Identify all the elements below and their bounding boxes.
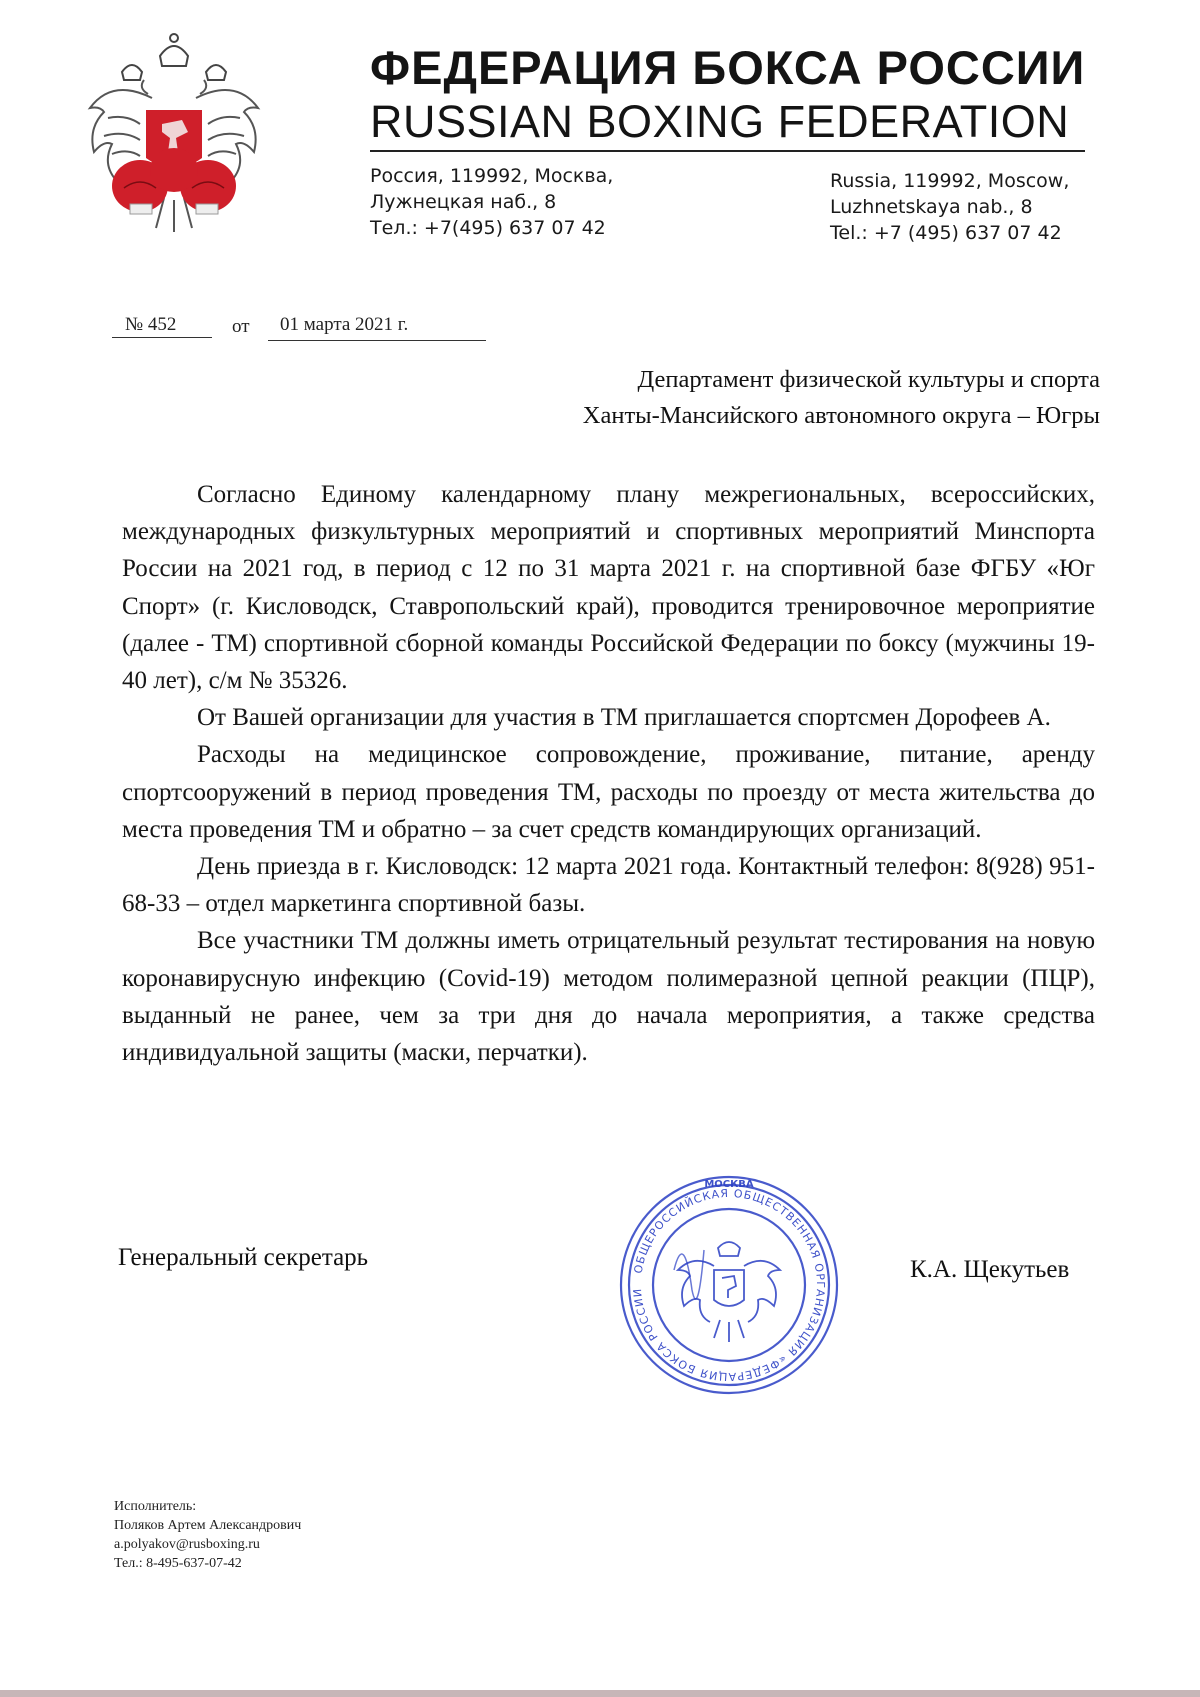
executor-email: a.polyakov@rusboxing.ru (114, 1537, 260, 1552)
address-en-line: Luzhnetskaya nab., 8 (830, 196, 1033, 218)
address-en-line: Tel.: +7 (495) 637 07 42 (830, 222, 1062, 244)
official-stamp-icon (614, 1170, 844, 1400)
svg-text:ОБЩЕРОССИЙСКАЯ ОБЩЕСТВЕННАЯ ОР (614, 1170, 827, 1383)
header-divider (370, 150, 1085, 152)
scan-bottom-edge (0, 1690, 1200, 1697)
eagle-seal-icon (678, 1242, 780, 1342)
addressee-line: Ханты-Мансийского автономного округа – Югры (582, 402, 1100, 429)
reference-date-underline (268, 340, 486, 341)
boxing-federation-emblem-icon (82, 28, 267, 238)
stamp-city-text: МОСКВА (704, 1179, 754, 1190)
executor-block (114, 1497, 301, 1573)
reference-number: № 452 (125, 314, 177, 335)
body-paragraph: Согласно Единому календарному плану межрегиональных, всероссийских, международных физкультурных мероприятий и спортивных мероприятий Минспорта России на 2021 год, в период с 12 по 31 марта 2021 г. на спортивной базе ФГБУ «Юг Спорт» (г. Кисловодск, Ставропольский край), проводится тренировочное мероприятие (далее - ТМ) спортивной сборной команды Российской Федерации по боксу (мужчины 19-40 лет), с/м № 35326. (122, 481, 1095, 695)
address-en-line: Russia, 119992, Moscow, (830, 170, 1070, 192)
executor-name: Поляков Артем Александрович (114, 1518, 302, 1533)
address-ru-line: Тел.: +7(495) 637 07 42 (370, 217, 606, 239)
address-ru (370, 163, 613, 241)
org-name-en: RUSSIAN BOXING FEDERATION (370, 96, 1070, 147)
executor-phone: Тел.: 8-495-637-07-42 (114, 1556, 242, 1571)
executor-label: Исполнитель: (114, 1499, 197, 1514)
addressee-line: Департамент физической культуры и спорта (637, 366, 1100, 393)
address-en (830, 168, 1069, 246)
letter-body (122, 476, 1095, 1071)
reference-from-label: от (232, 316, 250, 337)
stamp-ring-text: ОБЩЕРОССИЙСКАЯ ОБЩЕСТВЕННАЯ ОРГАНИЗАЦИЯ «ФЕДЕРАЦИЯ БОКСА РОССИИ (630, 1186, 828, 1384)
body-paragraph: Все участники ТМ должны иметь отрицательный результат тестирования на новую коронавирусную инфекцию (Covid-19) методом полимеразной цепной реакции (ПЦР), выданный не ранее, чем за три дня до начала мероприятия, а также средства индивидуальной защиты (маски, перчатки). (122, 927, 1095, 1067)
signatory-name: К.А. Щекутьев (910, 1256, 1070, 1283)
addressee-block (440, 362, 1100, 434)
signatory-title: Генеральный секретарь (118, 1244, 369, 1271)
reference-date: 01 марта 2021 г. (280, 314, 409, 335)
org-name-ru: ФЕДЕРАЦИЯ БОКСА РОССИИ (370, 41, 1086, 94)
address-ru-line: Россия, 119992, Москва, (370, 165, 614, 187)
reference-number-underline (112, 337, 212, 338)
body-paragraph: День приезда в г. Кисловодск: 12 марта 2021 года. Контактный телефон: 8(928) 951-68-33 – отдел маркетинга спортивной базы. (122, 853, 1095, 918)
address-ru-line: Лужнецкая наб., 8 (370, 191, 557, 213)
body-paragraph: От Вашей организации для участия в ТМ приглашается спортсмен Дорофеев А. (197, 704, 1051, 732)
body-paragraph: Расходы на медицинское сопровождение, проживание, питание, аренду спортсооружений в период проведения ТМ, расходы по проезду от места жительства до места проведения ТМ и обратно – за счет средств командирующих организаций. (122, 741, 1095, 843)
